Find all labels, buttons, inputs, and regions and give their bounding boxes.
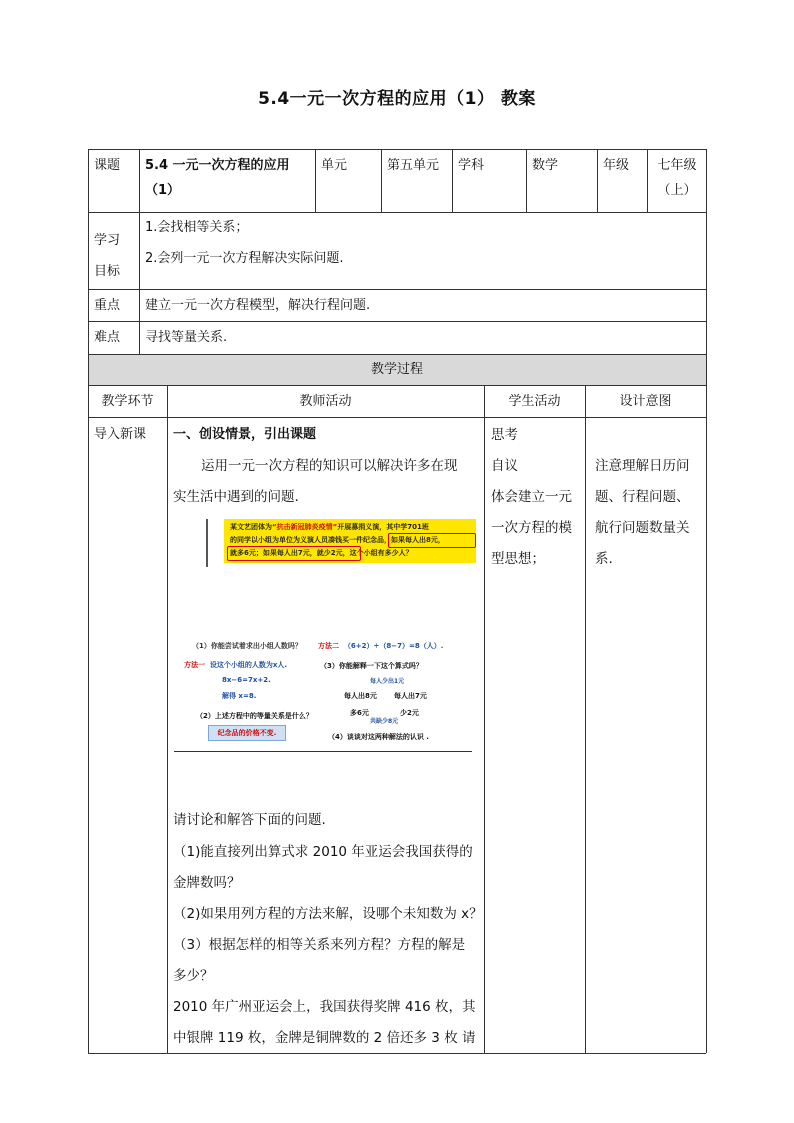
table-border [526, 149, 527, 212]
fig-method2-text: （6+2）÷（8−7）=8（人）. [343, 642, 444, 650]
intro-para-line1: 运用一元一次方程的知识可以解决许多在现 [201, 458, 458, 474]
fig-solution: 解得 x=8. [222, 692, 257, 700]
section-title: 一、创设情景，引出课题 [173, 427, 317, 442]
grade-value [650, 156, 704, 201]
fig-diff1: 每人少出1元 [370, 678, 405, 685]
table-border [88, 212, 706, 213]
banner-line2: 的同学以小组为单位为义演人员凑钱买一件纪念品，如果每人出8元， [230, 536, 445, 544]
design-intent-4: 系. [595, 551, 613, 567]
figure-separator [174, 751, 472, 752]
table-border [139, 149, 140, 354]
fig-each8: 每人出8元 [344, 692, 377, 700]
goals-label-line2: 目标 [94, 264, 121, 279]
unit-value: 第五单元 [387, 158, 440, 173]
col-design: 设计意图 [619, 394, 672, 409]
fig-method2-label: 方法二 [318, 642, 339, 650]
solution-diagram-image [180, 632, 470, 752]
table-border [167, 385, 168, 1053]
table-border [647, 149, 648, 212]
page-title: 5.4一元一次方程的应用（1） 教案 [258, 89, 536, 109]
highlight-box-1 [388, 533, 476, 548]
fig-method1-text: 设这个小组的人数为x人. [209, 661, 288, 669]
grade-value-line2: （上） [657, 183, 697, 198]
banner-line1-b: “抗击新冠肺炎疫情” [272, 523, 338, 531]
goals-label [94, 225, 120, 287]
banner-line3-a: 就多6元；如果每人出7元，就少2元， [230, 549, 350, 557]
intro-para-line2: 实生活中遇到的问题. [173, 489, 299, 505]
student-activity-2: 自议 [491, 458, 518, 474]
key-value: 建立一元一次方程模型，解决行程问题. [145, 298, 371, 313]
banner-side-bar [206, 519, 208, 567]
student-activity-3: 体会建立一元 [491, 489, 572, 505]
course-label: 课题 [94, 158, 121, 173]
col-student: 学生活动 [508, 394, 561, 409]
question-1-line1: （1)能直接列出算式求 2010 年亚运会我国获得的 [173, 844, 473, 860]
design-intent-3: 航行问题数量关 [595, 520, 690, 536]
table-border [88, 385, 706, 386]
fig-q3: （3）你能解释一下这个算式吗？ [320, 662, 423, 670]
col-phase: 教学环节 [101, 394, 154, 409]
question-1-line2: 金牌数吗？ [173, 875, 241, 891]
problem-line2: 中银牌 119 枚，金牌是铜牌数的 2 倍还多 3 枚 请 [173, 1030, 476, 1046]
table-border [381, 149, 382, 212]
subject-label: 学科 [458, 158, 485, 173]
question-3-line2: 多少？ [173, 968, 214, 984]
table-border [484, 385, 485, 1053]
table-border [88, 354, 706, 355]
fig-method2 [318, 642, 443, 651]
grade-value-line1: 七年级 [657, 158, 697, 173]
fig-more6: 多6元 [350, 709, 369, 717]
table-border [597, 149, 598, 212]
banner-line1-c: 开展募捐义演，其中学701班 [337, 523, 429, 531]
table-border [452, 149, 453, 212]
fig-less2: 少2元 [400, 709, 419, 717]
table-border [88, 1053, 706, 1054]
difficult-value: 寻找等量关系. [145, 330, 228, 345]
phase-intro: 导入新课 [94, 427, 147, 442]
fig-total: 共缺少8元 [370, 718, 399, 725]
table-border [315, 149, 316, 212]
banner-line1-a: 某文艺团体为 [230, 523, 272, 531]
problem-line1: 2010 年广州亚运会上，我国获得奖牌 416 枚，其 [173, 999, 476, 1015]
fig-q2: （2）上述方程中的等量关系是什么？ [196, 712, 313, 720]
goals-item-2: 2.会列一元一次方程解决实际问题. [145, 251, 344, 266]
fig-q1: （1）你能尝试着求出小组人数吗？ [192, 642, 302, 650]
student-activity-4: 一次方程的模 [491, 520, 572, 536]
difficult-label: 难点 [94, 330, 121, 345]
grade-label: 年级 [603, 158, 630, 173]
fig-method1 [184, 661, 287, 670]
goals-item-1: 1.会找相等关系； [145, 220, 249, 235]
unit-label: 单元 [321, 158, 348, 173]
table-border [88, 149, 89, 1053]
table-border [88, 417, 706, 418]
key-label: 重点 [94, 298, 121, 313]
process-header: 教学过程 [370, 362, 423, 377]
fig-q4: （4）谈谈对这两种解法的认识 . [328, 733, 429, 741]
question-3-line1: （3）根据怎样的相等关系来列方程？方程的解是 [173, 937, 466, 953]
discuss-intro: 请讨论和解答下面的问题. [173, 812, 326, 828]
table-border [706, 149, 707, 1053]
fig-method1-label: 方法一 [184, 661, 205, 669]
design-intent-1: 注意理解日历问 [595, 458, 690, 474]
highlight-box-2 [227, 546, 361, 561]
course-value-line2: （1） [145, 183, 181, 198]
banner-line1 [230, 523, 429, 532]
design-intent-2: 题、行程问题、 [595, 489, 690, 505]
course-value [145, 156, 290, 201]
problem-banner-image [224, 519, 476, 563]
banner-line3-b: 这个小组有多少人？ [349, 549, 413, 557]
student-activity-5: 型思想； [491, 551, 545, 567]
table-border [88, 321, 706, 322]
student-activity-1: 思考 [491, 427, 518, 443]
subject-value: 数学 [532, 158, 559, 173]
table-border [88, 289, 706, 290]
question-2: （2)如果用列方程的方法来解，设哪个未知数为 x？ [173, 906, 483, 922]
fig-equation: 8x−6=7x+2. [222, 676, 271, 684]
goals-label-line1: 学习 [94, 233, 121, 248]
fig-each7: 每人出7元 [394, 692, 427, 700]
fig-memo: 纪念品的价格不变. [208, 725, 286, 741]
table-border [585, 385, 586, 1053]
col-teacher: 教师活动 [299, 394, 352, 409]
table-border [88, 149, 706, 150]
course-value-line1: 5.4 一元一次方程的应用 [145, 158, 290, 173]
